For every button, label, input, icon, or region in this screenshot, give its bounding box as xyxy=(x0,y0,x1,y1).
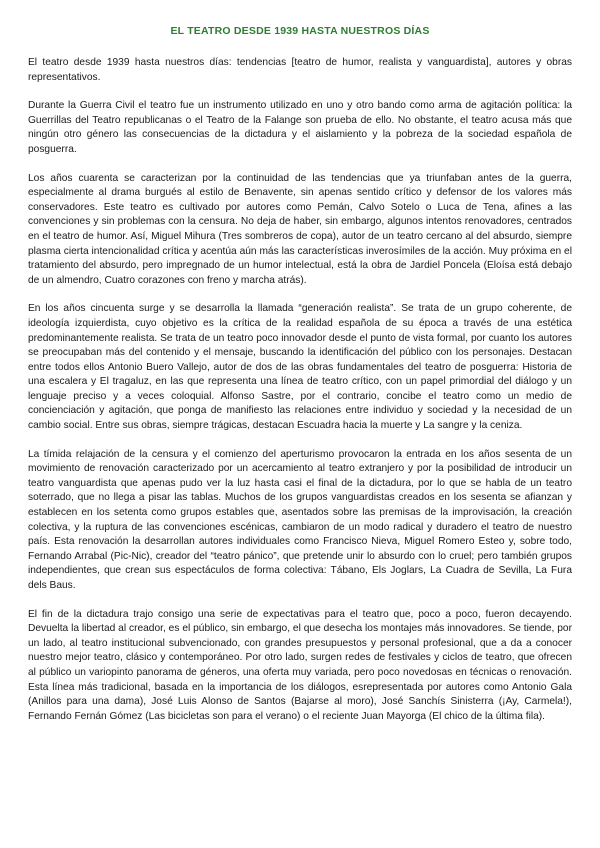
paragraph-sixties-seventies: La tímida relajación de la censura y el comienzo del aperturismo provocaron la entrada en los años sesenta de un movimiento de renovación caracterizado por un acercamiento al teatro extranjero y por la posibilidad de introducir un teatro vanguardista que apenas pudo ver la luz hasta casi el final de la dictadura, por lo que se habla de un teatro soterrado, que no llega a pisar las tablas. Muchos de los grupos vanguardistas creados en los sesenta se afianzan y establecen en los setenta como grupos estables que, asentados sobre las premisas de la improvisación, la creación colectiva, y la ruptura de las convenciones escénicas, cambiaron de un modo radical y duradero el teatro de nuestro país. Esta renovación la desarrollan autores individuales como Francisco Nieva, Miguel Romero Esteo y, sobre todo, Fernando Arrabal (Pic-Nic), creador del “teatro pánico”, que pretende unir lo absurdo con lo cruel; pero también grupos independientes, que crean sus espectáculos de forma colectiva: Tábano, Els Joglars, La Cuadra de Sevilla, La Fura dels Baus. xyxy=(28,448,572,591)
paragraph-intro: El teatro desde 1939 hasta nuestros días: tendencias [teatro de humor, realista y vanguardista], autores y obras representativos. xyxy=(28,57,572,83)
paragraph-civil-war: Durante la Guerra Civil el teatro fue un instrumento utilizado en uno y otro bando como arma de agitación política: la Guerrillas del Teatro republicanas o el Teatro de la Falange son prueba de ello. No obstante, el teatro acusa más que ningún otro género las consecuencias de la dictadura y el aislamiento y la pobreza de la sociedad española de posguerra. xyxy=(28,100,572,155)
paragraph-fifties: En los años cincuenta surge y se desarrolla la llamada “generación realista”. Se trata de un grupo coherente, de ideología izquierdista, cuyo objetivo es la crítica de la realidad española de su época a través de una estética predominantemente realista. Se trata de un teatro poco innovador desde el punto de vista formal, por cuanto los autores se preocupaban más del contenido y el mensaje, buscando la identificación del público con los personajes. Destacan entre todos ellos Antonio Buero Vallejo, autor de dos de las obras fundamentales del teatro de posguerra: Historia de una escalera y El tragaluz, en las que representa una línea de teatro crítico, con un papel primordial del diálogo y un lenguaje preciso y a veces coloquial. Alfonso Sastre, por el contrario, concibe el teatro como un medio de concienciación y agitación, que ponga de manifiesto las relaciones entre individuo y sociedad y la necesidad de un cambio social. Entre sus obras, siempre trágicas, destacan Escuadra hacia la muerte y La sangre y la ceniza. xyxy=(28,303,572,432)
paragraph-end-of-dictatorship: El fin de la dictadura trajo consigo una serie de expectativas para el teatro que, poco a poco, fueron decayendo. Devuelta la libertad al creador, es el público, sin embargo, el que desecha los montajes más innovadores. Se tiende, por un lado, al teatro institucional subvencionado, con grandes presupuestos y personal profesional, que a da a conocer nuestro mejor teatro, clásico y contemporáneo. Por otro lado, surgen redes de festivales y ciclos de teatro, que ofrecen al público un variopinto panorama de géneros, una oferta muy variada, pero poco novedosas en técnicas o renovación. Esta línea más tradicional, basada en la importancia de los diálogos, esrepresentada por autores como Antonio Gala (Anillos para una dama), José Luis Alonso de Santos (Bajarse al moro), José Sanchís Sinisterra (¡Ay, Carmela!), Fernando Fernán Gómez (Las bicicletas son para el verano) o el reciente Juan Mayorga (El chico de la última fila). xyxy=(28,608,572,722)
document-title: EL TEATRO DESDE 1939 HASTA NUESTROS DÍAS xyxy=(170,25,430,37)
paragraph-forties: Los años cuarenta se caracterizan por la continuidad de las tendencias que ya triunfaban antes de la guerra, especialmente al drama burgués al estilo de Benavente, sin apenas sentido crítico y defensor de los valores más conservadores. Este teatro es cultivado por autores como Pemán, Calvo Sotelo o Luca de Tena, afines a las convenciones y sin problemas con la censura. No deja de haber, sin embargo, algunos intentos renovadores, centrados en el teatro de humor. Así, Miguel Mihura (Tres sombreros de copa), autor de un teatro cercano al del absurdo, siempre plasma cierta intencionalidad crítica y acentúa aún más las características inverosímiles de la acción. Muy próxima en el tratamiento del absurdo, pero impregnado de un humor intelectual, está la obra de Jardiel Poncela (Eloísa está debajo de un almendro, Cuatro corazones con freno y marcha atrás). xyxy=(28,172,572,286)
document-page xyxy=(28,24,572,738)
